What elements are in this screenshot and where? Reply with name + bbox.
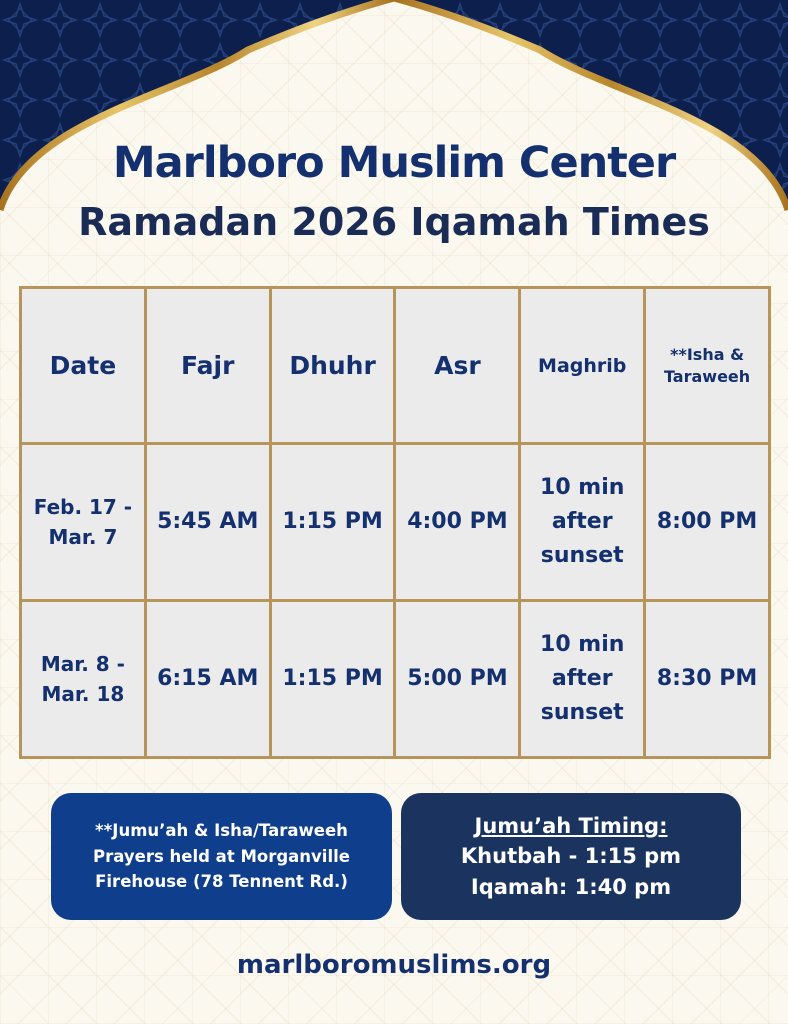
date-end: Mar. 7 xyxy=(48,525,118,549)
col-asr: Asr xyxy=(395,288,520,444)
isha-time: 8:30 PM xyxy=(645,601,770,758)
date-start: Mar. 8 - xyxy=(40,652,125,676)
col-fajr: Fajr xyxy=(145,288,270,444)
maghrib-line: after xyxy=(551,508,613,534)
page-subtitle: Ramadan 2026 Iqamah Times xyxy=(78,200,710,244)
jumuah-timing-box xyxy=(401,793,741,920)
col-dhuhr: Dhuhr xyxy=(270,288,395,444)
fajr-time: 5:45 AM xyxy=(145,444,270,601)
col-maghrib: Maghrib xyxy=(520,288,645,444)
dhuhr-time: 1:15 PM xyxy=(270,601,395,758)
dhuhr-time: 1:15 PM xyxy=(270,444,395,601)
asr-time: 4:00 PM xyxy=(395,444,520,601)
table-header-row xyxy=(21,288,770,444)
row-date xyxy=(21,601,146,758)
isha-time: 8:00 PM xyxy=(645,444,770,601)
khutbah-time: Khutbah - 1:15 pm xyxy=(460,844,682,869)
jumuah-heading: Jumu’ah Timing: xyxy=(474,813,668,838)
maghrib-time xyxy=(520,601,645,758)
fajr-time: 6:15 AM xyxy=(145,601,270,758)
col-date: Date xyxy=(21,288,146,444)
maghrib-line: 10 min xyxy=(540,631,625,657)
venue-line: Firehouse (78 Tennent Rd.) xyxy=(95,872,348,892)
date-start: Feb. 17 - xyxy=(33,495,133,519)
maghrib-line: after xyxy=(551,665,613,691)
venue-line: Prayers held at Morganville xyxy=(93,846,350,866)
table-row xyxy=(21,601,770,758)
venue-note xyxy=(51,793,392,920)
maghrib-time xyxy=(520,444,645,601)
asr-time: 5:00 PM xyxy=(395,601,520,758)
col-isha-taraweeh: **Isha & Taraweeh xyxy=(645,288,770,444)
venue-line: **Jumu’ah & Isha/Taraweeh xyxy=(95,821,348,841)
table-row xyxy=(21,444,770,601)
iqamah-time: Iqamah: 1:40 pm xyxy=(470,874,672,899)
page-title: Marlboro Muslim Center xyxy=(112,138,676,188)
website-link[interactable]: marlboromuslims.org xyxy=(236,950,552,980)
row-date xyxy=(21,444,146,601)
maghrib-line: sunset xyxy=(540,543,624,569)
iqamah-table xyxy=(19,286,771,759)
maghrib-line: 10 min xyxy=(540,474,625,500)
maghrib-line: sunset xyxy=(540,700,624,726)
date-end: Mar. 18 xyxy=(41,682,125,706)
